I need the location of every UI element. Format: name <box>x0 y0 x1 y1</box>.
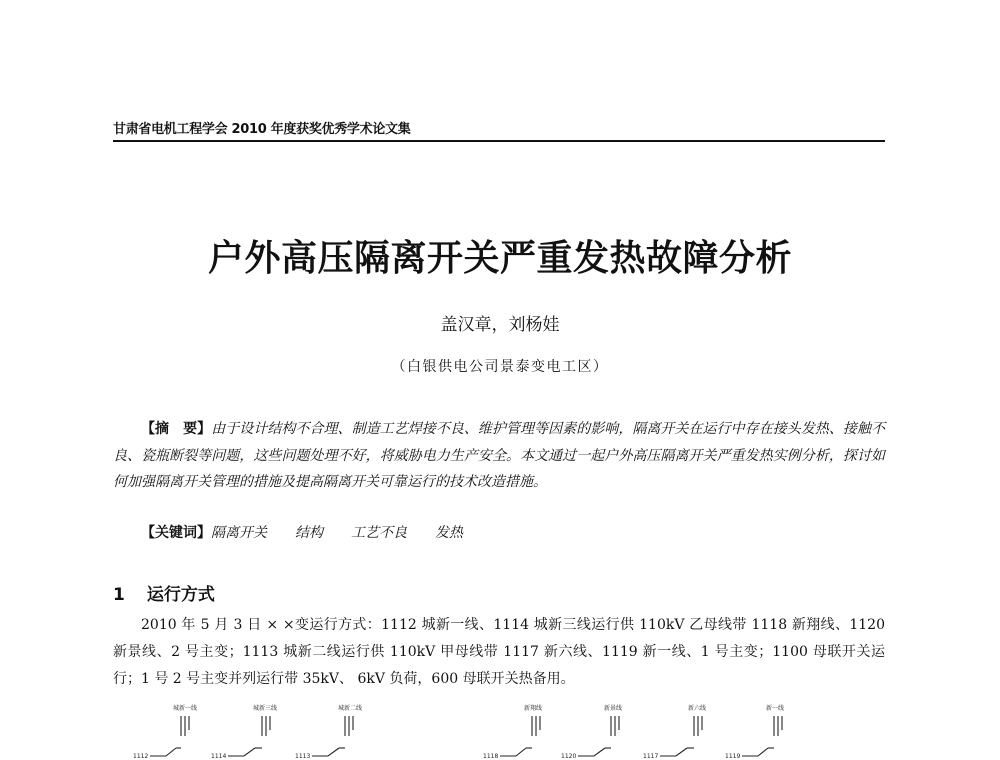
keyword: 发热 <box>435 525 463 541</box>
diagram-line-label: 新翔线 <box>524 705 543 712</box>
diagram-line-label: 城新二线 <box>338 705 363 712</box>
diagram-switch-label: 1120 <box>561 753 577 760</box>
diagram-switch-label: 1119 <box>725 753 741 760</box>
running-header: 甘肃省电机工程学会 2010 年度获奖优秀学术论文集 <box>113 122 411 137</box>
diagram-line-label: 新景线 <box>604 705 623 712</box>
wiring-diagram <box>0 696 1000 760</box>
keyword: 结构 <box>295 525 323 541</box>
section-paragraph: 2010 年 5 月 3 日 × ×变运行方式：1112 城新一线、1114 城新三线运行供 110kV 乙母线带 1118 新翔线、1120 新景线、2 号主变；1113 城新二线运行供 110kV 甲母线带 1117 新六线、1119 新一线、1 号主变；1100 母联开关运行；1 号 2 号主变并列运行带 35kV、 6kV 负荷，600 母联开关热备用。 <box>113 617 885 687</box>
paper-affiliation: （白银供电公司景泰变电工区） <box>391 359 609 375</box>
diagram-switch-label: 1113 <box>295 753 311 760</box>
abstract-text: 由于设计结构不合理、制造工艺焊接不良、维护管理等因素的影响，隔离开关在运行中存在接头发热、接触不良、瓷瓶断裂等问题，这些问题处理不好，将威胁电力生产安全。本文通过一起户外高压隔离开关严重发热实例分析，探讨如何加强隔离开关管理的措施及提高隔离开关可靠运行的技术改造措施。 <box>113 421 886 490</box>
diagram-switch-label: 1117 <box>643 753 659 760</box>
paper-title: 户外高压隔离开关严重发热故障分析 <box>207 237 792 279</box>
section-title: 运行方式 <box>146 585 215 605</box>
abstract-label: 【摘 要】 <box>141 421 212 437</box>
keywords-label: 【关键词】 <box>141 525 211 541</box>
diagram-line-label: 城新三线 <box>253 705 278 712</box>
diagram-line-label: 新六线 <box>688 705 707 712</box>
diagram-switches <box>150 748 774 756</box>
diagram-switch-label: 1118 <box>483 753 499 760</box>
diagram-switch-label: 1114 <box>211 753 227 760</box>
keyword: 隔离开关 <box>211 525 267 541</box>
diagram-line-label: 新一线 <box>766 705 785 712</box>
abstract <box>113 416 885 496</box>
diagram-feeders <box>181 716 782 736</box>
diagram-switch-label: 1112 <box>133 753 149 760</box>
section-heading <box>113 580 215 605</box>
section-number: 1 <box>113 585 125 605</box>
keywords <box>141 522 491 542</box>
diagram-line-label: 城新一线 <box>173 705 198 712</box>
paper-authors: 盖汉章，刘杨娃 <box>440 315 560 335</box>
keyword: 工艺不良 <box>351 525 407 541</box>
header-divider <box>113 140 885 142</box>
